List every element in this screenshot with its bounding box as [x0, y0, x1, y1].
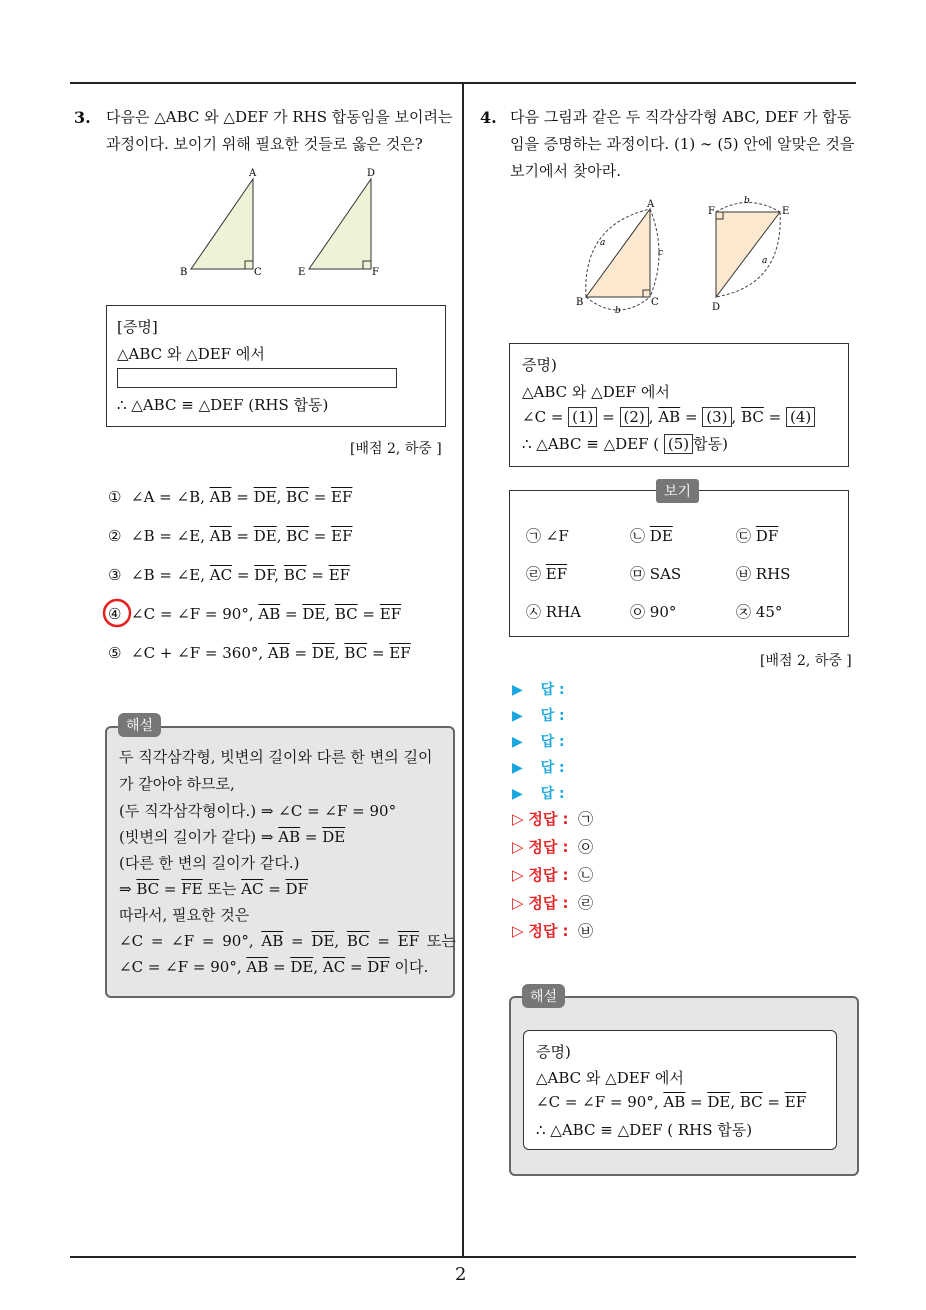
- segment: $\overline{AB}$: [258, 605, 281, 623]
- option-number: ⑤: [108, 644, 122, 662]
- q3-blank-input[interactable]: [117, 368, 397, 388]
- op: =: [283, 932, 312, 950]
- blank-5[interactable]: (5): [664, 434, 693, 454]
- op: =: [300, 828, 323, 846]
- blank-2[interactable]: (2): [620, 407, 649, 427]
- q3-explain-l6: [119, 878, 308, 899]
- option-number: ①: [108, 488, 122, 506]
- segment: $\overline{DE}$: [253, 527, 277, 545]
- q4-text: [510, 104, 854, 185]
- segment: $\overline{AB}$: [209, 488, 232, 506]
- q4-explain-line1: △ABC 와 △DEF 에서: [536, 1069, 684, 1087]
- correct-label: 정답 :: [528, 810, 569, 828]
- segment: $\overline{BC}$: [334, 605, 358, 623]
- arrow-outline-icon: ▷: [512, 866, 524, 884]
- segment: $\overline{DF}$: [254, 566, 275, 584]
- q3-explain-tag: 해설: [118, 713, 161, 737]
- op: =: [159, 880, 182, 898]
- q4-figure: [570, 195, 800, 320]
- arrow-outline-icon: ▷: [512, 922, 524, 940]
- label-c: C: [651, 297, 659, 308]
- q4-explain-inner: [523, 1030, 837, 1150]
- correct-value: ㉧: [578, 838, 594, 856]
- correct-label: 정답 :: [528, 894, 569, 912]
- q3-explain-l2: 가 같아야 하므로,: [119, 775, 235, 793]
- label-c: C: [254, 267, 262, 278]
- triangle-def: [309, 179, 371, 269]
- segment: $\overline{BC}$: [286, 527, 310, 545]
- q4-text-line2: 임을 증명하는 과정이다. (1) ∼ (5) 안에 알맞은 것을: [510, 135, 855, 153]
- segment: $\overline{EF}$: [331, 527, 353, 545]
- segment: $\overline{BC}$: [741, 408, 764, 426]
- option-number: ④: [108, 605, 122, 623]
- q3-option-2[interactable]: [108, 527, 353, 545]
- answer-row-2[interactable]: [512, 705, 565, 725]
- text: 합동): [693, 435, 728, 453]
- op: =: [345, 958, 368, 976]
- op: =: [289, 644, 312, 662]
- q3-proof-line3: ∴ △ABC ≡ △DEF (RHS 합동): [117, 396, 329, 414]
- label-d: D: [712, 302, 721, 313]
- bogi-box: [509, 490, 849, 637]
- segment: $\overline{DE}$: [290, 958, 314, 976]
- text: ∠C = ∠F = 90°,: [119, 932, 262, 950]
- segment: $\overline{AB}$: [209, 527, 232, 545]
- correct-row-1: [512, 808, 593, 829]
- correct-value: ㉡: [578, 866, 594, 884]
- value: RHS: [755, 565, 791, 583]
- segment: $\overline{DE}$: [302, 605, 326, 623]
- text: ⇒: [119, 880, 137, 898]
- segment: $\overline{DF}$: [367, 958, 390, 976]
- q4-proof-line3: [522, 433, 728, 454]
- op: =: [597, 408, 620, 426]
- segment: $\overline{BC}$: [286, 488, 309, 506]
- value: 45°: [755, 603, 783, 621]
- segment: $\overline{BC}$: [136, 880, 160, 898]
- key: ㉥: [736, 565, 752, 583]
- bogi-item-6: [736, 563, 790, 584]
- bogi-item-3: [736, 525, 778, 546]
- label-b-side-2: b: [744, 196, 750, 206]
- op: =: [357, 605, 380, 623]
- q4-proof-title: 증명): [522, 356, 557, 374]
- q4-proof-line1: △ABC 와 △DEF 에서: [522, 383, 670, 401]
- q3-text-line2: 과정이다. 보이기 위해 필요한 것들로 옳은 것은?: [106, 135, 423, 153]
- text: 또는: [202, 880, 242, 898]
- q3-text-line1: 다음은 △ABC 와 △DEF 가 RHS 합동임을 보이려는: [106, 108, 453, 126]
- op: =: [268, 958, 291, 976]
- correct-label: 정답 :: [528, 838, 569, 856]
- blank-4[interactable]: (4): [786, 407, 815, 427]
- q3-number: 3.: [74, 108, 91, 127]
- segment: $\overline{EF}$: [784, 1093, 807, 1111]
- correct-value: ㉥: [578, 922, 594, 940]
- q3-proof-title: [증명]: [117, 318, 158, 336]
- q4-text-line1: 다음 그림과 같은 두 직각삼각형 ABC, DEF 가 합동: [510, 108, 852, 126]
- q4-score: [배점 2, 하중 ]: [760, 653, 852, 669]
- answer-label: 답 :: [540, 708, 565, 724]
- correct-row-2: [512, 836, 593, 857]
- arrow-icon: ▶: [512, 734, 523, 750]
- op: ,: [276, 488, 287, 506]
- text: 이다.: [389, 958, 429, 976]
- answer-row-1[interactable]: [512, 679, 565, 699]
- bottom-rule: [70, 1256, 856, 1258]
- answer-label: 답 :: [540, 682, 565, 698]
- op: ,: [325, 605, 335, 623]
- answer-row-4[interactable]: [512, 757, 565, 777]
- bogi-item-8: [630, 601, 676, 622]
- q3-explain-l1: 두 직각삼각형, 빗변의 길이와 다른 한 변의 길이: [119, 748, 433, 766]
- option-text: ∠C + ∠F = 360°,: [131, 644, 268, 662]
- segment: $\overline{DE}$: [311, 932, 335, 950]
- value: $\overline{DE}$: [649, 527, 673, 545]
- option-text: ∠C = ∠F = 90°,: [131, 605, 259, 623]
- correct-value: ㉣: [578, 894, 594, 912]
- segment: $\overline{AC}$: [241, 880, 264, 898]
- op: =: [685, 1093, 708, 1111]
- label-a-side-2: a: [762, 256, 768, 266]
- bogi-item-2: [630, 525, 673, 546]
- text: ∴ △ABC ≡ △DEF (: [522, 435, 664, 453]
- label-c-side: c: [658, 248, 664, 258]
- key: ㉨: [736, 603, 752, 621]
- segment: $\overline{EF}$: [379, 605, 402, 623]
- segment: $\overline{EF}$: [389, 644, 411, 662]
- q3-explain-l5: (다른 한 변의 길이가 같다.): [119, 854, 300, 872]
- blank-1[interactable]: (1): [568, 407, 597, 427]
- correct-label: 정답 :: [528, 922, 569, 940]
- op: ,: [274, 566, 284, 584]
- q4-explain-line2: [536, 1093, 806, 1111]
- bogi-tag: 보기: [656, 479, 699, 503]
- answer-label: 답 :: [540, 734, 565, 750]
- q4-number: 4.: [480, 108, 497, 127]
- label-b-side: b: [615, 306, 621, 316]
- label-a-side: a: [600, 238, 606, 248]
- segment: $\overline{FE}$: [181, 880, 203, 898]
- segment: $\overline{BC}$: [346, 932, 370, 950]
- label-b: B: [576, 297, 584, 308]
- text: 또는: [419, 932, 456, 950]
- op: =: [309, 527, 332, 545]
- q3-explain-l3: (두 직각삼각형이다.) ⇒ ∠C = ∠F = 90°: [119, 802, 397, 820]
- q4-proof-line2: [522, 407, 815, 427]
- segment: $\overline{DE}$: [707, 1093, 731, 1111]
- option-number: ③: [108, 566, 122, 584]
- q3-explain-l7: 따라서, 필요한 것은: [119, 906, 250, 924]
- op: =: [308, 488, 332, 506]
- value: RHA: [545, 603, 582, 621]
- label-a: A: [647, 199, 655, 210]
- bogi-item-4: [526, 563, 567, 584]
- q3-explain-l8: [119, 930, 456, 951]
- q3-proof-box: [106, 305, 446, 427]
- op: =: [263, 880, 286, 898]
- value: 90°: [649, 603, 677, 621]
- op: ,: [313, 958, 323, 976]
- segment: $\overline{DE}$: [253, 488, 277, 506]
- op: ,: [731, 408, 742, 426]
- segment: $\overline{AB}$: [246, 958, 269, 976]
- q4-explain-line3: ∴ △ABC ≡ △DEF ( RHS 합동): [536, 1121, 753, 1139]
- q4-explain-title: 증명): [536, 1043, 571, 1061]
- segment: $\overline{BC}$: [739, 1093, 763, 1111]
- label-f: F: [708, 206, 715, 217]
- answer-circle-mark: [100, 596, 134, 630]
- q3-option-4[interactable]: [108, 605, 401, 623]
- segment: $\overline{AB}$: [663, 1093, 686, 1111]
- q4-explain-tag: 해설: [522, 984, 565, 1008]
- arrow-icon: ▶: [512, 786, 523, 802]
- q3-figure: [175, 165, 395, 280]
- segment: $\overline{BC}$: [344, 644, 368, 662]
- segment: $\overline{AC}$: [209, 566, 233, 584]
- blank-3[interactable]: (3): [702, 407, 731, 427]
- arrow-outline-icon: ▷: [512, 810, 524, 828]
- op: =: [680, 408, 703, 426]
- arrow-icon: ▶: [512, 708, 523, 724]
- page-number: 2: [455, 1264, 467, 1285]
- bogi-item-1: [526, 525, 569, 546]
- correct-row-5: [512, 920, 593, 941]
- segment: $\overline{AB}$: [261, 932, 284, 950]
- op: =: [231, 488, 254, 506]
- op: =: [369, 932, 398, 950]
- correct-value: ㉠: [578, 810, 594, 828]
- bogi-item-7: [526, 601, 581, 622]
- segment: $\overline{DE}$: [311, 644, 335, 662]
- key: ㉦: [526, 603, 542, 621]
- op: =: [367, 644, 390, 662]
- key: ㉠: [526, 527, 542, 545]
- q3-explain-l9: [119, 956, 428, 977]
- label-b: B: [180, 267, 188, 278]
- key: ㉤: [630, 565, 646, 583]
- triangle-def: [716, 212, 780, 297]
- segment: $\overline{DE}$: [322, 828, 346, 846]
- arrow-icon: ▶: [512, 760, 523, 776]
- segment: $\overline{AB}$: [267, 644, 290, 662]
- text: ∠C =: [522, 408, 569, 426]
- segment: $\overline{AB}$: [658, 408, 681, 426]
- label-a: A: [249, 168, 257, 179]
- op: ,: [334, 644, 345, 662]
- q3-text: [106, 104, 452, 158]
- op: =: [306, 566, 329, 584]
- q3-proof-line1: △ABC 와 △DEF 에서: [117, 345, 265, 363]
- q3-option-1[interactable]: [108, 488, 352, 506]
- key: ㉢: [736, 527, 752, 545]
- op: ,: [730, 1093, 740, 1111]
- op: ,: [334, 932, 347, 950]
- q3-explain-l4: [119, 826, 345, 847]
- key: ㉧: [630, 603, 646, 621]
- option-number: ②: [108, 527, 122, 545]
- option-text: ∠B = ∠E,: [131, 527, 210, 545]
- value: SAS: [649, 565, 682, 583]
- column-divider: [462, 82, 464, 1258]
- value: $\overline{EF}$: [545, 565, 568, 583]
- q4-text-line3: 보기에서 찾아라.: [510, 162, 621, 180]
- q3-explain-box: [105, 726, 455, 998]
- answer-row-5[interactable]: [512, 783, 565, 803]
- q3-option-3[interactable]: [108, 566, 350, 584]
- label-f: F: [372, 267, 379, 278]
- op: =: [280, 605, 303, 623]
- text: ∠C = ∠F = 90°,: [536, 1093, 664, 1111]
- op: ,: [648, 408, 659, 426]
- segment: $\overline{EF}$: [397, 932, 420, 950]
- value: $\overline{DF}$: [755, 527, 779, 545]
- key: ㉡: [630, 527, 646, 545]
- bogi-item-5: [630, 563, 681, 584]
- arrow-outline-icon: ▷: [512, 838, 524, 856]
- option-text: ∠B = ∠E,: [131, 566, 210, 584]
- segment: $\overline{AC}$: [322, 958, 346, 976]
- bogi-item-9: [736, 601, 782, 622]
- correct-row-3: [512, 864, 593, 885]
- segment: $\overline{DF}$: [285, 880, 308, 898]
- q3-option-5[interactable]: [108, 644, 411, 662]
- op: =: [762, 1093, 785, 1111]
- triangle-abc: [191, 179, 253, 269]
- text: (빗변의 길이가 같다) ⇒: [119, 828, 279, 846]
- segment: $\overline{AB}$: [278, 828, 301, 846]
- op: =: [232, 566, 255, 584]
- op: =: [763, 408, 786, 426]
- segment: $\overline{EF}$: [331, 488, 353, 506]
- option-text: ∠A = ∠B,: [131, 488, 210, 506]
- answer-row-3[interactable]: [512, 731, 565, 751]
- correct-row-4: [512, 892, 593, 913]
- segment: $\overline{EF}$: [328, 566, 351, 584]
- key: ㉣: [526, 565, 542, 583]
- label-e: E: [298, 267, 306, 278]
- label-d: D: [367, 168, 376, 179]
- op: =: [231, 527, 254, 545]
- answer-label: 답 :: [540, 786, 565, 802]
- value: ∠F: [545, 527, 569, 545]
- correct-label: 정답 :: [528, 866, 569, 884]
- text: ∠C = ∠F = 90°,: [119, 958, 247, 976]
- q4-proof-box: [509, 343, 849, 467]
- arrow-outline-icon: ▷: [512, 894, 524, 912]
- q4-explain-box: [509, 996, 859, 1176]
- arrow-icon: ▶: [512, 682, 523, 698]
- label-e: E: [782, 206, 790, 217]
- segment: $\overline{BC}$: [283, 566, 307, 584]
- op: ,: [276, 527, 287, 545]
- answer-label: 답 :: [540, 760, 565, 776]
- q3-score: [배점 2, 하중 ]: [350, 441, 442, 457]
